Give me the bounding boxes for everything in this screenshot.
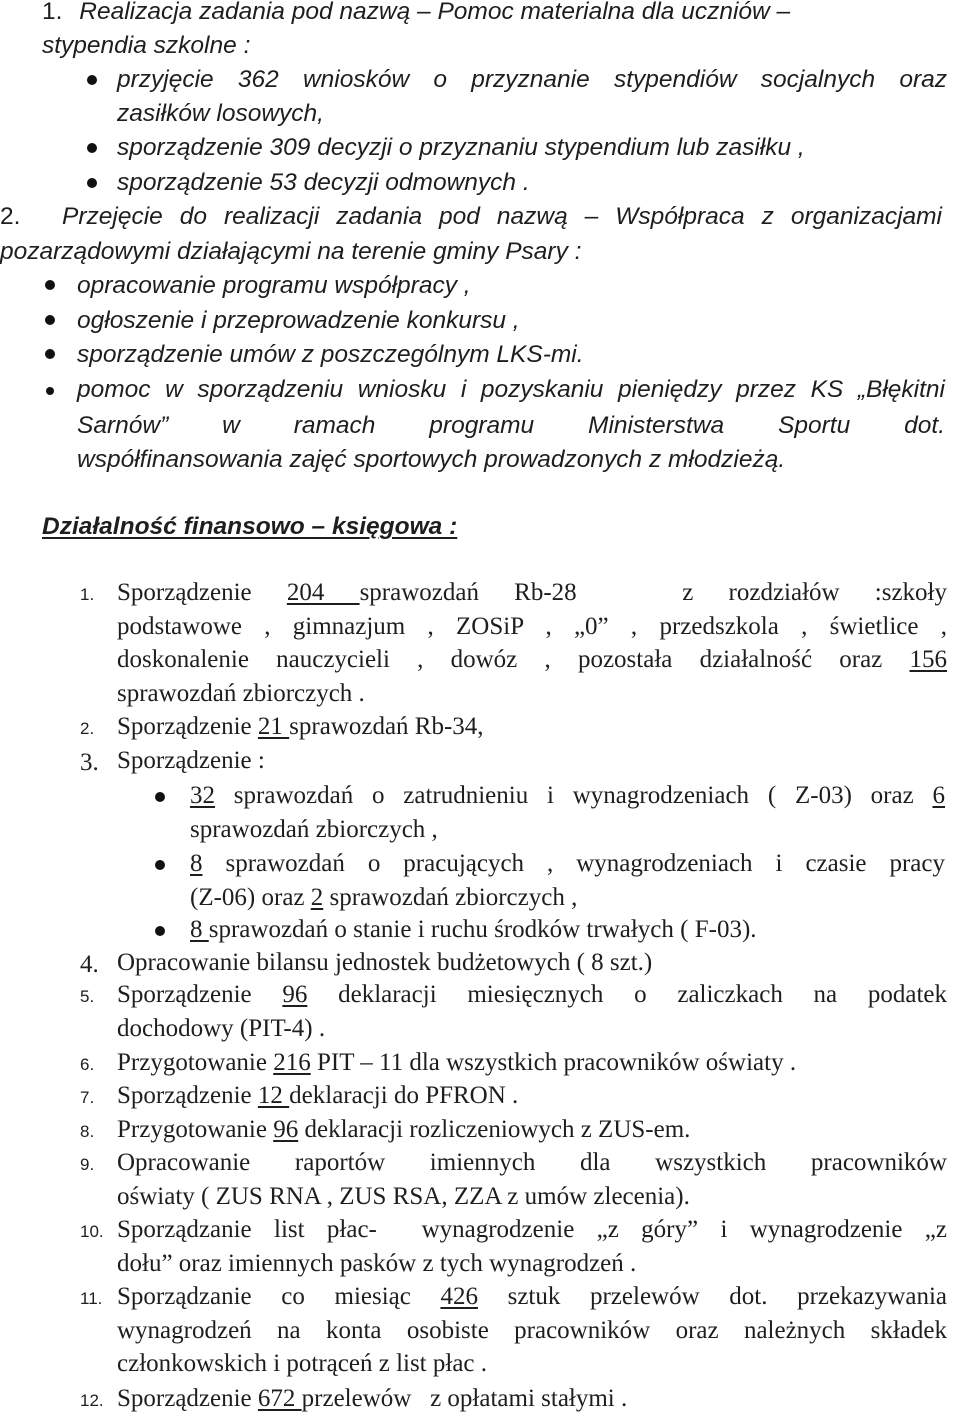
finance-heading: Działalność finansowo – księgowa : [42,513,458,540]
text-segment: sprawozdań o pracujących , wynagrodzeniach i czasie pracy [202,850,945,877]
bullet-dot [155,792,165,802]
bullet-dot [46,387,54,395]
finance-item-6-line-1 [117,1048,796,1078]
text-segment: (Z-06) oraz [190,883,311,911]
text-segment: PIT – 11 dla wszystkich pracowników oświaty . [310,1049,797,1076]
finance-item-1-line-1 [117,578,947,608]
text-segment: sprawozdań zbiorczych . [117,679,365,707]
text-segment: sprawozdań zbiorczych , [190,815,438,843]
finance-item-number: 10. [80,1222,104,1241]
finance-item-1-line-2 [117,612,947,642]
text-segment: Sporządzanie co miesiąc [117,1283,441,1310]
finance-item-number: 4. [80,951,99,978]
section-1-heading [42,0,942,27]
finance-item-4-line-1 [117,948,652,978]
section-2-bullet-4-line1: pomoc w sporządzeniu wniosku i pozyskaniu pieniędzy przez KS „Błękitni [77,376,945,403]
finance-item-7-line-1 [117,1081,518,1111]
finance-item-5-line-1 [117,980,947,1010]
section-2-bullet-1: opracowanie programu współpracy , [77,272,471,299]
text-segment: dołu” oraz imiennych pasków z tych wynagrodzeń . [117,1249,637,1277]
underlined-number: 2 [310,883,324,911]
section-1-title-line1: Realizacja zadania pod nazwą – Pomoc materialna dla uczniów – [79,0,791,25]
bullet-dot [155,860,165,870]
finance-item-number: 12. [80,1391,104,1410]
bullet-dot [87,178,97,188]
finance-item-10-line-2 [117,1249,636,1279]
section-1-title-line2: stypendia szkolne : [42,32,251,59]
underlined-number: 672 [257,1385,302,1412]
text-segment: Przygotowanie [117,1116,274,1143]
finance-item-number: 8. [80,1122,95,1141]
text-segment: deklaracji rozliczeniowych z ZUS-em. [298,1116,691,1143]
text-segment: sprawozdań Rb-34, [289,713,484,740]
bullet-dot [87,143,97,153]
text-segment: sprawozdań o stanie i ruchu środków trwałych ( F-03). [208,916,757,943]
finance-item-number: 7. [80,1088,95,1107]
underlined-number: 156 [909,646,947,674]
text-segment: sprawozdań o zatrudnieniu i wynagrodzeniach ( Z-03) oraz [215,782,933,809]
underlined-number: 426 [440,1283,478,1310]
underlined-number: 32 [190,782,215,809]
finance-item-10-line-1 [117,1215,947,1245]
text-segment: dochodowy (PIT-4) . [117,1014,326,1042]
section-1-bullet-1-line2: zasiłków losowych, [117,100,324,127]
text-segment: oświaty ( ZUS RNA , ZUS RSA, ZZA z umów zlecenia). [117,1182,690,1210]
text-segment: Przygotowanie [117,1049,274,1076]
finance-item-11-line-2 [117,1316,947,1346]
finance-item-11-line-1 [117,1282,947,1312]
section-2-number: 2. [0,203,21,230]
text-segment: sztuk przelewów dot. przekazywania [477,1283,947,1310]
underlined-number: 21 [257,713,290,740]
sub-bullet-1-line-1 [190,781,945,811]
underlined-number: 8 [190,916,209,943]
text-segment: przelewów z opłatami stałymi . [301,1385,628,1412]
text-segment: deklaracji miesięcznych o zaliczkach na podatek [307,981,947,1008]
underlined-number: 12 [257,1082,290,1109]
bullet-dot [155,926,165,936]
text-segment: sprawozdań Rb-28 z rozdziałów :szkoły [359,579,948,606]
section-2-bullet-4-line3: współfinansowania zajęć sportowych prowadzonych z młodzieżą. [77,446,786,473]
section-2-bullet-4-line2: Sarnów” w ramach programu Ministerstwa Sportu dot. [77,412,945,439]
finance-item-number: 6. [80,1055,95,1074]
finance-item-1-line-3 [117,645,947,675]
bullet-dot [45,349,55,359]
underlined-number: 216 [273,1049,311,1076]
text-segment: Sporządzenie [117,1082,258,1109]
text-segment: Sporządzanie list płac- wynagrodzenie „z góry” i wynagrodzenie „z [117,1216,947,1243]
underlined-number: 204 [286,579,360,606]
finance-item-2-line-1 [117,712,484,742]
text-segment: Opracowanie raportów imiennych dla wszystkich pracowników [117,1149,947,1176]
section-1-bullet-1-line1: przyjęcie 362 wniosków o przyznanie stypendiów socjalnych oraz [117,66,947,93]
text-segment: członkowskich i potrąceń z list płac . [117,1350,488,1378]
underlined-number: 96 [282,981,308,1008]
sub-bullet-2-line-2 [190,883,577,913]
text-segment: podstawowe , gimnazjum , ZOSiP , „0” , przedszkola , świetlice , [117,612,947,640]
text-segment: Sporządzenie [117,1385,258,1412]
finance-item-number: 3. [80,749,99,776]
text-segment: Sporządzenie [117,579,287,606]
text-segment: doskonalenie nauczycieli , dowóz , pozostała działalność oraz [117,646,910,674]
finance-item-5-line-2 [117,1014,325,1044]
underlined-number: 6 [932,782,945,809]
bullet-dot [45,280,55,290]
text-segment: Sporządzenie : [117,747,265,774]
section-2-title-line2: pozarządowymi działającymi na terenie gminy Psary : [0,238,582,265]
sub-bullet-3-line-1 [190,915,757,945]
bullet-dot [87,75,97,85]
finance-item-9-line-2 [117,1182,690,1212]
section-2-bullet-3: sporządzenie umów z poszczególnym LKS-mi. [77,341,584,368]
underlined-number: 96 [273,1116,299,1143]
section-1-bullet-3: sporządzenie 53 decyzji odmownych . [117,169,530,196]
finance-item-number: 1. [80,585,95,604]
text-segment: sprawozdań zbiorczych , [323,883,578,911]
finance-item-number: 9. [80,1155,95,1174]
text-segment: deklaracji do PFRON . [289,1082,519,1109]
finance-item-1-line-4 [117,679,365,709]
finance-item-9-line-1 [117,1148,947,1178]
text-segment: Sporządzenie [117,981,283,1008]
text-segment: Sporządzenie [117,713,258,740]
finance-item-number: 5. [80,987,95,1006]
finance-item-number: 2. [80,719,95,738]
text-segment: wynagrodzeń na konta osobiste pracowników oraz należnych składek [117,1316,947,1344]
finance-item-3-line-1 [117,746,265,776]
bullet-dot [45,315,55,325]
text-segment: Opracowanie bilansu jednostek budżetowych ( 8 szt.) [117,949,653,976]
finance-item-12-line-1 [117,1384,627,1414]
sub-bullet-2-line-1 [190,849,945,879]
section-1-number: 1. [42,0,63,25]
sub-bullet-1-line-2 [190,815,438,845]
section-2-title-line1: Przejęcie do realizacji zadania pod nazwą – Współpraca z organizacjami [62,203,942,230]
finance-item-number: 11. [80,1289,103,1308]
section-2-bullet-2: ogłoszenie i przeprowadzenie konkursu , [77,307,520,334]
finance-item-8-line-1 [117,1115,690,1145]
section-1-bullet-2: sporządzenie 309 decyzji o przyznaniu stypendium lub zasiłku , [117,134,805,161]
underlined-number: 8 [190,850,203,877]
finance-item-11-line-3 [117,1349,487,1379]
